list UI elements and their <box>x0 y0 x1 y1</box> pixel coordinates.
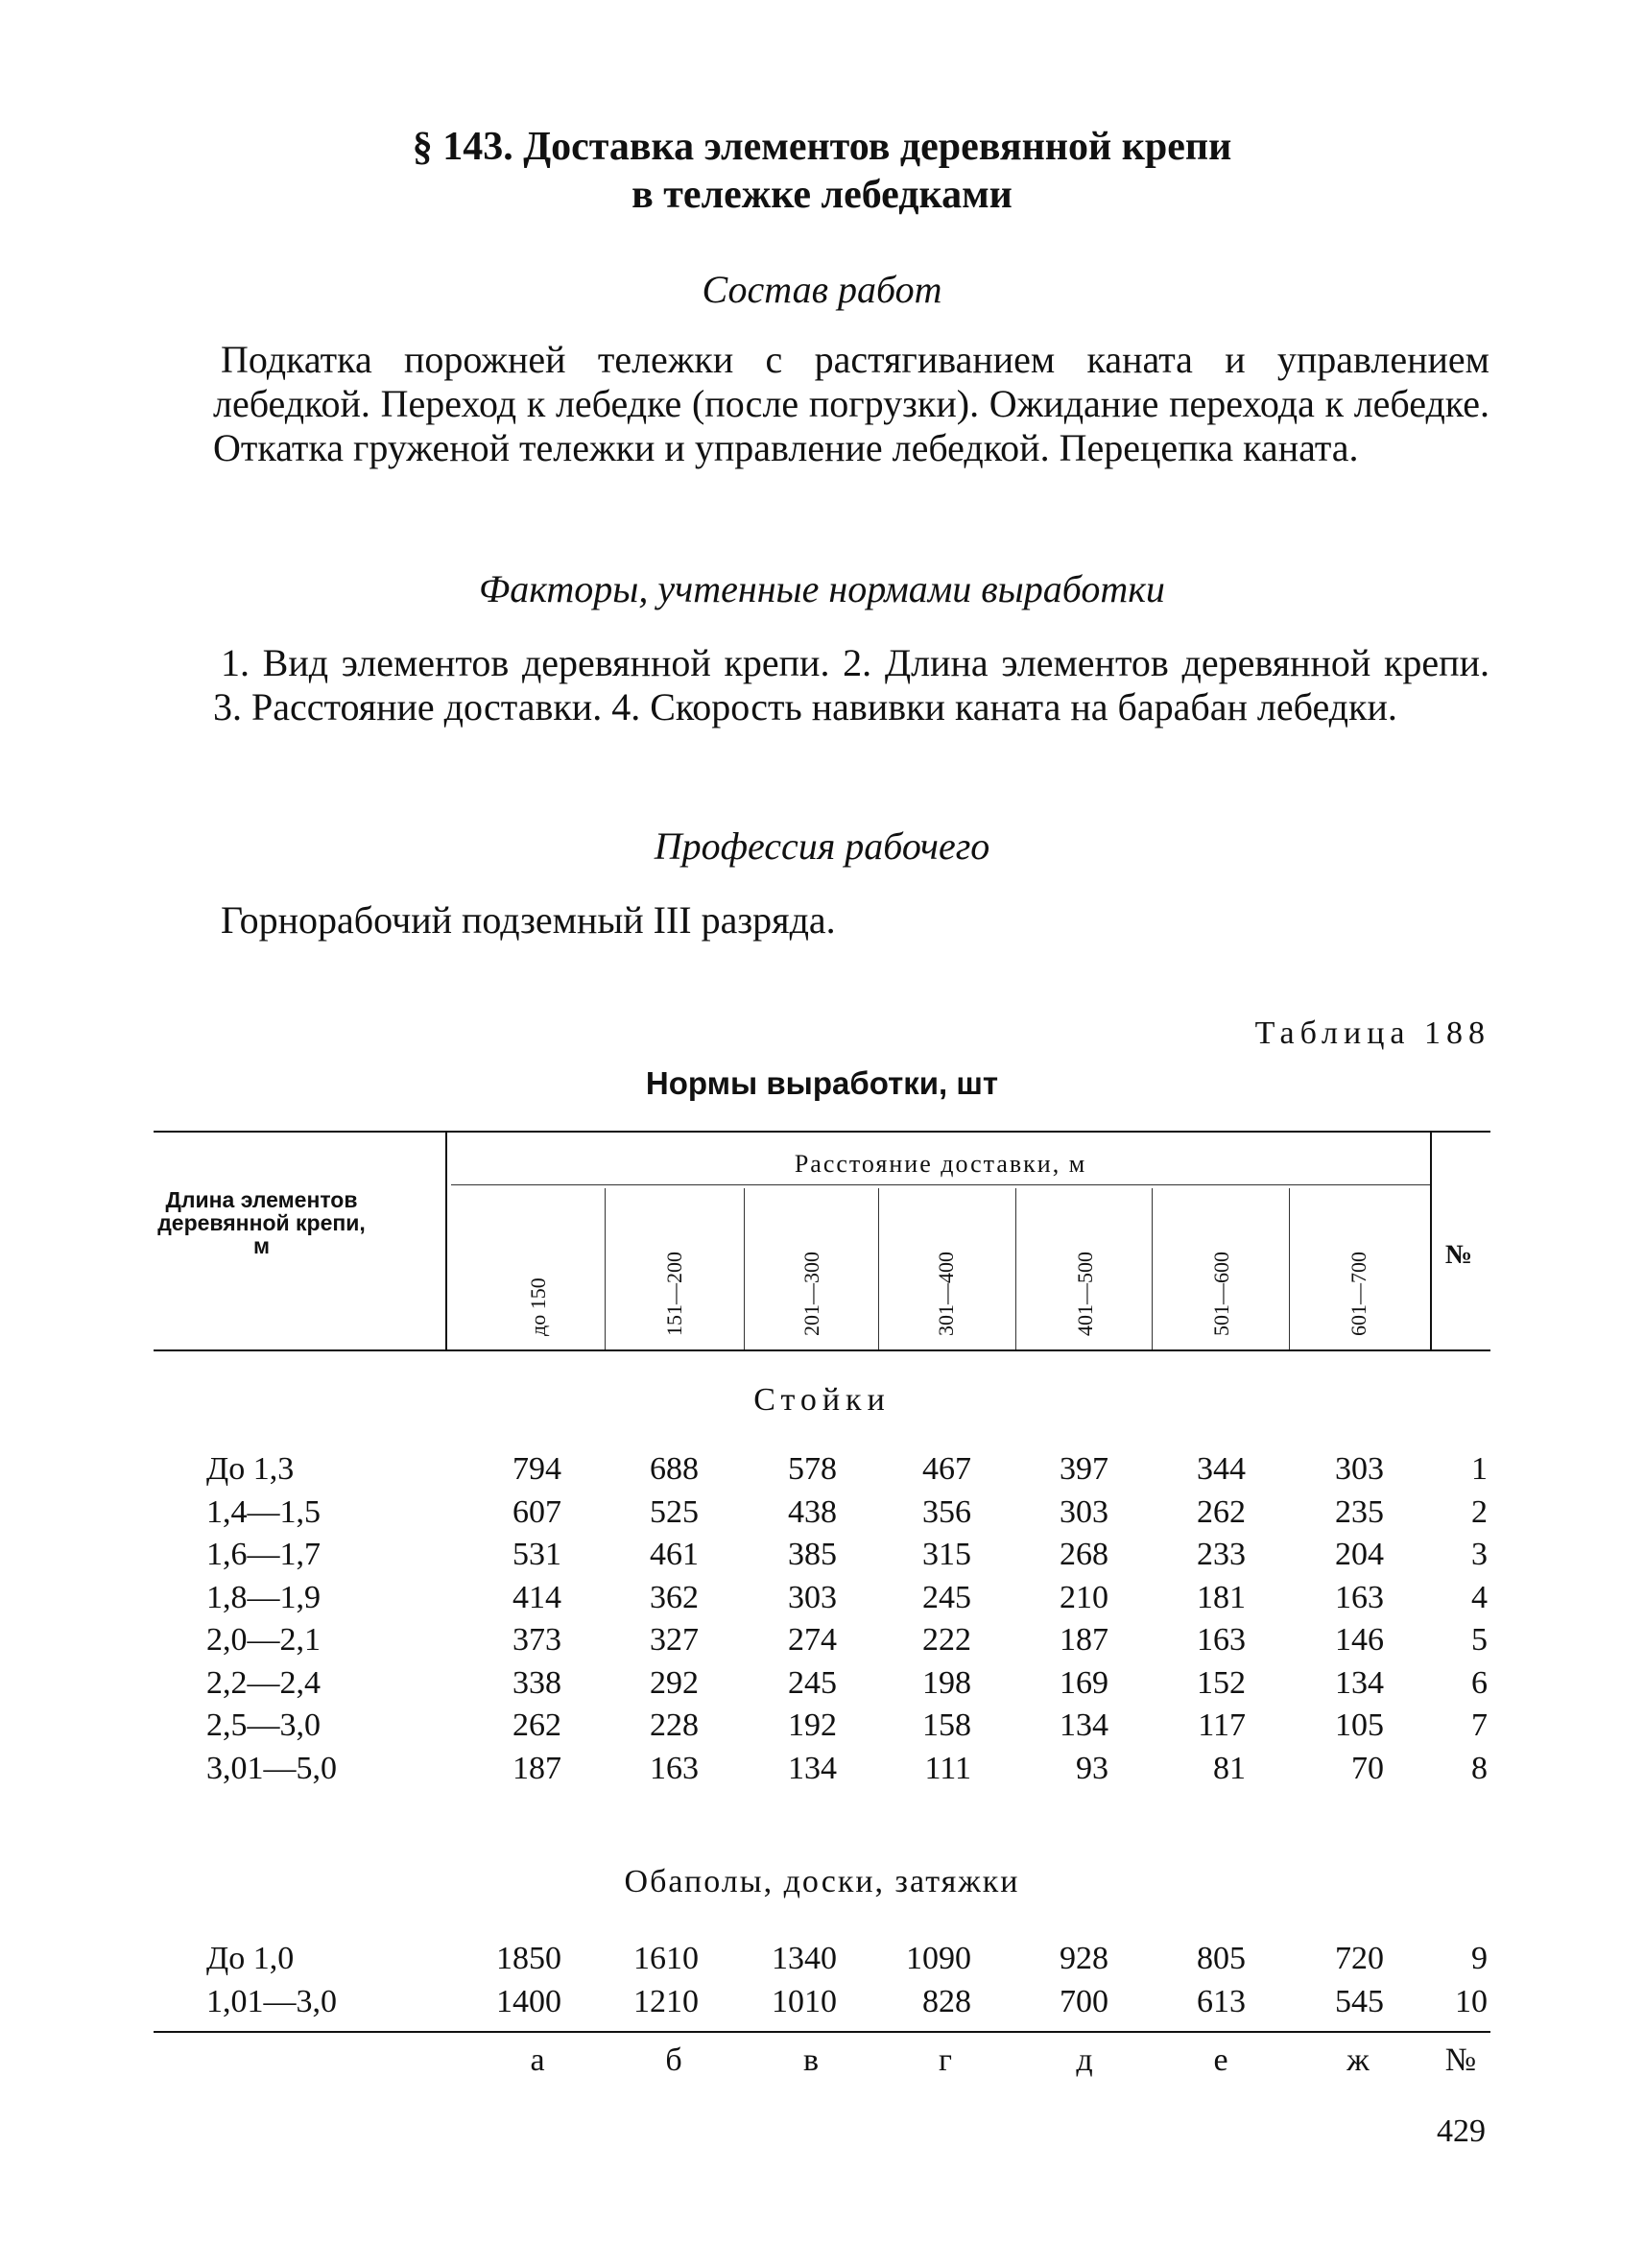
table-cell: 1400 <box>496 1983 561 2019</box>
table-cell: 81 <box>1213 1750 1246 1786</box>
header-number: № <box>1444 1240 1473 1270</box>
row-number: 3 <box>1471 1537 1488 1572</box>
distance-column-header: 501—600 <box>1209 1252 1233 1336</box>
row-label: 1,4—1,5 <box>206 1493 321 1530</box>
table-cell: 525 <box>650 1493 699 1530</box>
table-row <box>0 1665 1644 1707</box>
row-number: 10 <box>1455 1983 1488 2019</box>
table-cell: 274 <box>788 1622 837 1658</box>
table-cell: 187 <box>1060 1622 1108 1658</box>
table-cell: 152 <box>1197 1664 1246 1701</box>
row-number: 5 <box>1471 1622 1488 1658</box>
page-number: 429 <box>1437 2113 1486 2149</box>
factors-text: 1. Вид элементов деревянной крепи. 2. Длина элементов деревянной крепи. 3. Расстояние доставки. 4. Скорость навивки каната на барабан лебедки. <box>213 641 1489 728</box>
table-cell: 356 <box>922 1493 971 1530</box>
row-label: 1,8—1,9 <box>206 1579 321 1615</box>
table-cell: 163 <box>650 1750 699 1786</box>
distance-column-header: 151—200 <box>662 1252 686 1336</box>
column-divider <box>1015 1188 1016 1349</box>
table-row <box>0 1941 1644 1983</box>
distance-header-rule <box>451 1184 1430 1185</box>
row-number: 2 <box>1471 1493 1488 1530</box>
table-cell: 303 <box>1335 1451 1384 1487</box>
table-cell: 397 <box>1060 1451 1108 1487</box>
table-cell: 1210 <box>633 1983 699 2019</box>
table-cell: 158 <box>922 1707 971 1743</box>
row-label: 2,0—2,1 <box>206 1622 321 1658</box>
row-label: 1,01—3,0 <box>206 1983 337 2019</box>
row-number: 7 <box>1471 1707 1488 1743</box>
column-letter: г <box>939 2042 952 2078</box>
table-cell: 117 <box>1198 1707 1246 1743</box>
table-cell: 192 <box>788 1707 837 1743</box>
table-title: Нормы выработки, шт <box>645 1065 999 1101</box>
table-cell: 210 <box>1060 1579 1108 1615</box>
table-cell: 134 <box>788 1750 837 1786</box>
profession-text: Горнорабочий подземный III разряда. <box>221 898 836 942</box>
row-number: 6 <box>1471 1664 1488 1701</box>
table-row <box>0 1451 1644 1493</box>
table-cell: 303 <box>788 1579 837 1615</box>
table-section-title: Обаполы, доски, затяжки <box>624 1864 1020 1899</box>
distance-column-header: 601—700 <box>1346 1252 1370 1336</box>
table-cell: 362 <box>650 1579 699 1615</box>
row-label: До 1,3 <box>206 1451 295 1487</box>
table-cell: 805 <box>1197 1941 1246 1976</box>
table-cell: 1090 <box>906 1941 971 1976</box>
header-length: Длина элементов деревянной крепи, м <box>157 1187 366 1258</box>
table-cell: 578 <box>788 1451 837 1487</box>
row-number: 8 <box>1471 1750 1488 1786</box>
table-cell: 134 <box>1335 1664 1384 1701</box>
distance-column-header: 401—500 <box>1073 1252 1097 1336</box>
table-row <box>0 1494 1644 1537</box>
row-label: 2,2—2,4 <box>206 1664 321 1701</box>
table-cell: 928 <box>1060 1941 1108 1976</box>
distance-column-header: 201—300 <box>799 1252 823 1336</box>
table-row <box>0 1580 1644 1622</box>
table-cell: 1610 <box>633 1941 699 1976</box>
table-row <box>0 1622 1644 1664</box>
table-cell: 531 <box>512 1537 561 1572</box>
table-cell: 70 <box>1351 1750 1384 1786</box>
table-cell: 794 <box>512 1451 561 1487</box>
table-cell: 292 <box>650 1664 699 1701</box>
column-divider <box>744 1188 745 1349</box>
section-title-line2: в тележке лебедками <box>631 173 1013 217</box>
table-bottom-rule <box>154 2031 1490 2033</box>
column-letter: ж <box>1346 2042 1370 2078</box>
table-cell: 204 <box>1335 1537 1384 1572</box>
table-cell: 461 <box>650 1537 699 1572</box>
table-cell: 235 <box>1335 1493 1384 1530</box>
header-left-divider <box>445 1133 447 1349</box>
header-distance: Расстояние доставки, м <box>794 1150 1087 1178</box>
composition-heading: Состав работ <box>702 268 942 311</box>
table-cell: 163 <box>1335 1579 1384 1615</box>
table-cell: 700 <box>1060 1983 1108 2019</box>
table-cell: 338 <box>512 1664 561 1701</box>
table-cell: 467 <box>922 1451 971 1487</box>
table-cell: 613 <box>1197 1983 1246 2019</box>
table-cell: 146 <box>1335 1622 1384 1658</box>
table-cell: 262 <box>1197 1493 1246 1530</box>
table-cell: 134 <box>1060 1707 1108 1743</box>
table-cell: 181 <box>1197 1579 1246 1615</box>
distance-column-header: 301—400 <box>934 1252 958 1336</box>
row-number: 9 <box>1471 1941 1488 1976</box>
table-cell: 1010 <box>772 1983 837 2019</box>
column-letter: д <box>1076 2042 1093 2078</box>
table-row <box>0 1984 1644 2026</box>
table-cell: 245 <box>922 1579 971 1615</box>
table-cell: 105 <box>1335 1707 1384 1743</box>
table-cell: 262 <box>512 1707 561 1743</box>
table-row <box>0 1707 1644 1750</box>
table-cell: 1340 <box>772 1941 837 1976</box>
column-letter: в <box>802 2042 820 2078</box>
table-top-rule <box>154 1131 1490 1133</box>
distance-column-header: до 150 <box>526 1277 550 1336</box>
column-divider <box>1152 1188 1153 1349</box>
table-cell: 233 <box>1197 1537 1246 1572</box>
table-row <box>0 1751 1644 1793</box>
section-title-line1: § 143. Доставка элементов деревянной крепи <box>412 125 1232 169</box>
table-cell: 373 <box>512 1622 561 1658</box>
table-cell: 228 <box>650 1707 699 1743</box>
table-cell: 545 <box>1335 1983 1384 2019</box>
table-cell: 198 <box>922 1664 971 1701</box>
table-cell: 327 <box>650 1622 699 1658</box>
table-cell: 315 <box>922 1537 971 1572</box>
table-cell: 268 <box>1060 1537 1108 1572</box>
table-cell: 344 <box>1197 1451 1246 1487</box>
table-cell: 93 <box>1076 1750 1108 1786</box>
table-cell: 1850 <box>496 1941 561 1976</box>
row-number: 4 <box>1471 1579 1488 1615</box>
table-cell: 438 <box>788 1493 837 1530</box>
row-label: 1,6—1,7 <box>206 1537 321 1572</box>
factors-heading: Факторы, учтенные нормами выработки <box>479 567 1165 610</box>
column-divider <box>1289 1188 1290 1349</box>
table-cell: 607 <box>512 1493 561 1530</box>
table-cell: 414 <box>512 1579 561 1615</box>
table-cell: 163 <box>1197 1622 1246 1658</box>
table-cell: 303 <box>1060 1493 1108 1530</box>
column-letter: е <box>1213 2042 1228 2078</box>
composition-text: Подкатка порожней тележки с растягиванием каната и управлением лебедкой. Переход к лебедке (после погрузки). Ожидание перехода к лебедке. Откатка груженой тележки и управление лебедкой. Перецепка каната. <box>213 338 1489 469</box>
table-cell: 169 <box>1060 1664 1108 1701</box>
column-letter: а <box>530 2042 545 2078</box>
row-label: 2,5—3,0 <box>206 1707 321 1743</box>
column-divider <box>878 1188 879 1349</box>
table-number: Таблица 188 <box>1254 1015 1490 1051</box>
profession-heading: Профессия рабочего <box>654 824 990 868</box>
column-letter: б <box>665 2042 682 2078</box>
table-cell: 828 <box>922 1983 971 2019</box>
row-number: 1 <box>1471 1451 1488 1487</box>
table-cell: 688 <box>650 1451 699 1487</box>
row-label: 3,01—5,0 <box>206 1750 337 1786</box>
column-letter: № <box>1444 2042 1477 2078</box>
table-row <box>0 1537 1644 1579</box>
table-cell: 187 <box>512 1750 561 1786</box>
table-cell: 222 <box>922 1622 971 1658</box>
row-label: До 1,0 <box>206 1941 295 1976</box>
table-cell: 720 <box>1335 1941 1384 1976</box>
column-divider <box>605 1188 606 1349</box>
table-cell: 245 <box>788 1664 837 1701</box>
table-cell: 385 <box>788 1537 837 1572</box>
table-section-title: Стойки <box>753 1382 891 1418</box>
header-bottom-rule <box>154 1349 1490 1351</box>
table-cell: 111 <box>924 1750 971 1786</box>
